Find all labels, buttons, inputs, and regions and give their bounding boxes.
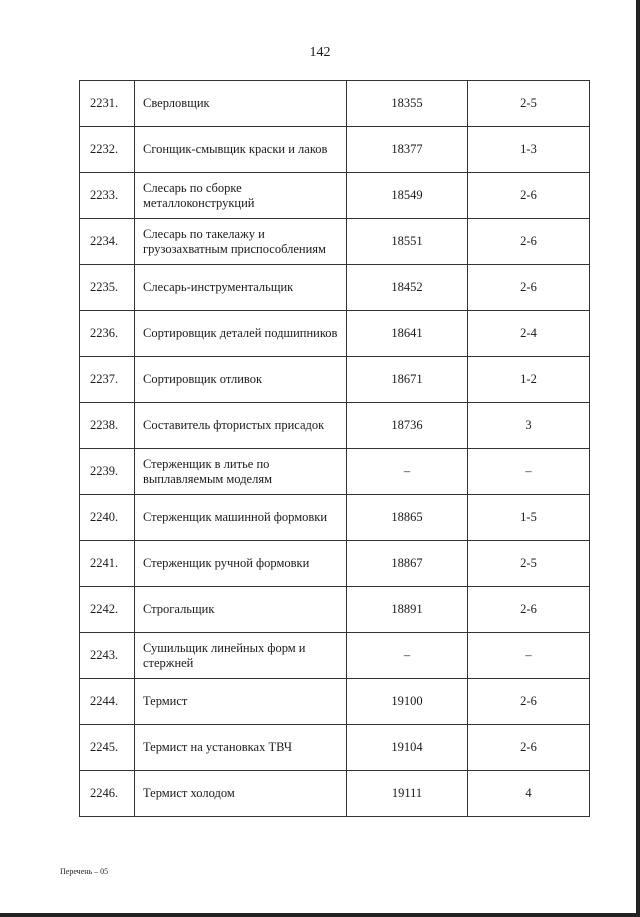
grade-range: – (468, 449, 590, 495)
occupation-name: Термист холодом (135, 771, 347, 817)
row-number: 2235. (80, 265, 135, 311)
grade-range: 1-2 (468, 357, 590, 403)
row-number: 2241. (80, 541, 135, 587)
row-number: 2239. (80, 449, 135, 495)
occupation-code: 18865 (347, 495, 468, 541)
occupation-name: Слесарь по такелажу и грузозахватным приспособлениям (135, 219, 347, 265)
table-row (80, 495, 590, 541)
row-number: 2234. (80, 219, 135, 265)
table-row (80, 265, 590, 311)
grade-range: 2-4 (468, 311, 590, 357)
occupation-code: 18355 (347, 81, 468, 127)
grade-range: 2-6 (468, 587, 590, 633)
table-row (80, 587, 590, 633)
grade-range: 2-5 (468, 81, 590, 127)
occupation-name: Сгонщик-смывщик краски и лаков (135, 127, 347, 173)
table-row (80, 311, 590, 357)
row-number: 2242. (80, 587, 135, 633)
occupation-code: – (347, 633, 468, 679)
grade-range: 4 (468, 771, 590, 817)
grade-range: 2-6 (468, 725, 590, 771)
grade-range: 2-6 (468, 679, 590, 725)
occupation-code: 19104 (347, 725, 468, 771)
grade-range: 2-6 (468, 173, 590, 219)
row-number: 2240. (80, 495, 135, 541)
occupation-code: 18736 (347, 403, 468, 449)
table-body (80, 81, 590, 817)
row-number: 2232. (80, 127, 135, 173)
table-row (80, 771, 590, 817)
occupation-name: Составитель фтористых присадок (135, 403, 347, 449)
footer-text: Перечень – 05 (60, 867, 109, 876)
grade-range: 2-6 (468, 219, 590, 265)
scan-right-edge (636, 0, 640, 917)
table-row (80, 81, 590, 127)
occupation-name: Стерженщик ручной формовки (135, 541, 347, 587)
table-row (80, 679, 590, 725)
table-row (80, 449, 590, 495)
grade-range: 3 (468, 403, 590, 449)
occupation-code: – (347, 449, 468, 495)
occupation-code: 18641 (347, 311, 468, 357)
occupation-name: Слесарь-инструментальщик (135, 265, 347, 311)
occupation-name: Слесарь по сборке металлоконструкций (135, 173, 347, 219)
scan-bottom-edge (0, 913, 640, 917)
row-number: 2236. (80, 311, 135, 357)
row-number: 2245. (80, 725, 135, 771)
page-number: 142 (309, 45, 331, 60)
occupation-code: 18891 (347, 587, 468, 633)
row-number: 2231. (80, 81, 135, 127)
occupation-code: 18671 (347, 357, 468, 403)
table-row (80, 357, 590, 403)
row-number: 2237. (80, 357, 135, 403)
occupation-code: 18551 (347, 219, 468, 265)
table-row (80, 219, 590, 265)
row-number: 2233. (80, 173, 135, 219)
grade-range: – (468, 633, 590, 679)
row-number: 2244. (80, 679, 135, 725)
occupation-code: 18867 (347, 541, 468, 587)
occupation-code: 18549 (347, 173, 468, 219)
occupation-code: 18377 (347, 127, 468, 173)
occupation-code: 19100 (347, 679, 468, 725)
grade-range: 2-5 (468, 541, 590, 587)
row-number: 2246. (80, 771, 135, 817)
table-row (80, 633, 590, 679)
occupation-code: 19111 (347, 771, 468, 817)
table-row (80, 173, 590, 219)
occupation-name: Сушильщик линейных форм и стержней (135, 633, 347, 679)
occupation-name: Сортировщик деталей подшипников (135, 311, 347, 357)
occupation-name: Сверловщик (135, 81, 347, 127)
occupation-name: Термист (135, 679, 347, 725)
table-row (80, 725, 590, 771)
grade-range: 1-3 (468, 127, 590, 173)
table-row (80, 127, 590, 173)
grade-range: 2-6 (468, 265, 590, 311)
occupations-table (79, 80, 590, 817)
occupation-name: Строгальщик (135, 587, 347, 633)
occupation-name: Стерженщик машинной формовки (135, 495, 347, 541)
grade-range: 1-5 (468, 495, 590, 541)
occupation-name: Стерженщик в литье по выплавляемым моделям (135, 449, 347, 495)
table-row (80, 541, 590, 587)
table-row (80, 403, 590, 449)
row-number: 2243. (80, 633, 135, 679)
occupation-name: Сортировщик отливок (135, 357, 347, 403)
occupation-name: Термист на установках ТВЧ (135, 725, 347, 771)
occupation-code: 18452 (347, 265, 468, 311)
row-number: 2238. (80, 403, 135, 449)
